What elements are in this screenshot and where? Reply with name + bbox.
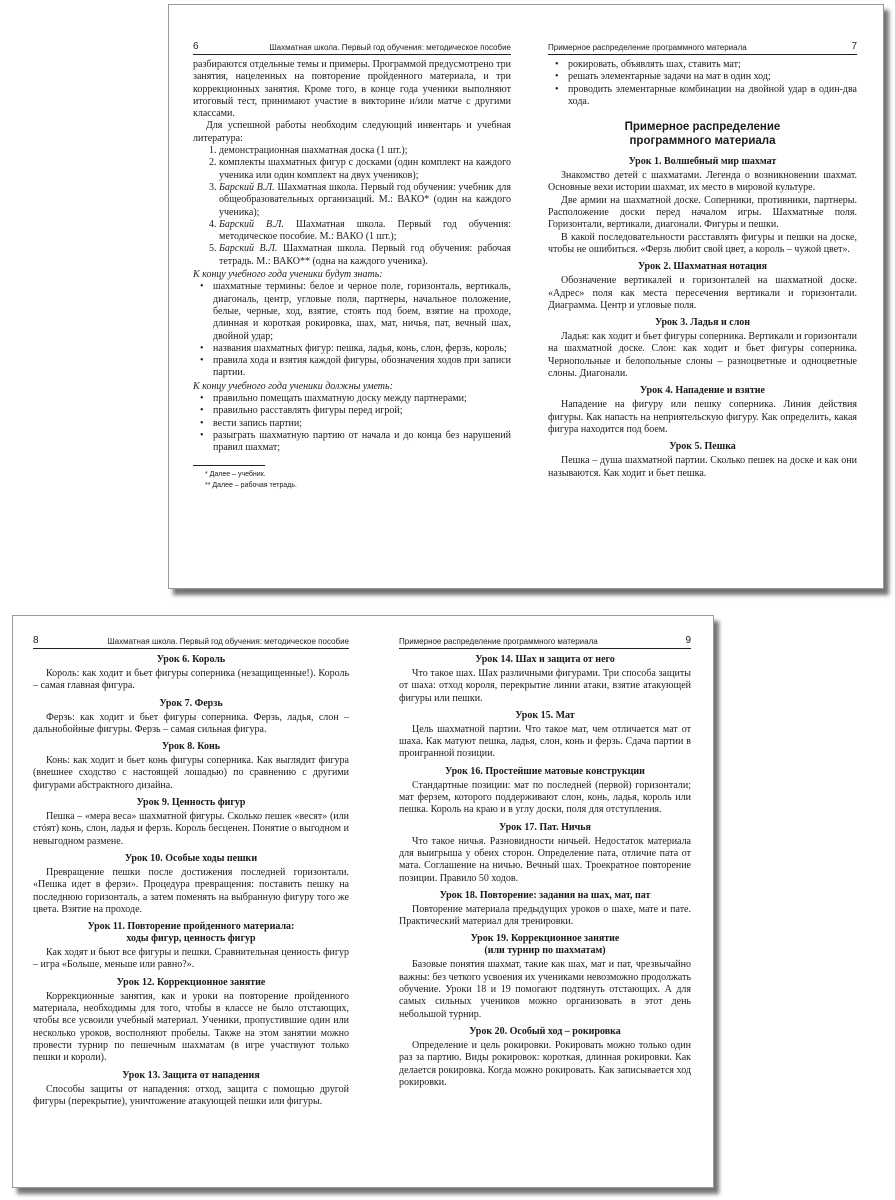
lesson xyxy=(33,853,349,916)
page-6 xyxy=(193,5,511,588)
page-body xyxy=(399,654,691,1089)
list-item: • названия шахматных фигур: пешка, ладья, конь, слон, ферзь, король; xyxy=(213,343,511,355)
lesson-paragraph: Определение и цель рокировки. Рокировать можно только один раз за партию. Виды рокировок: короткая, длинная рокировки. Как делается рокировка. Когда можно рокировать. Как записывается ход рокировки. xyxy=(399,1039,691,1088)
lesson-paragraph: Король: как ходит и бьет фигуры соперника (незащищенные!). Король – самая главная фигура. xyxy=(33,668,349,692)
lesson-paragraph: Знакомство детей с шахматами. Легенда о возникновении шахмат. Основные вехи истории шахмат, их место в мировой культуре. xyxy=(548,170,857,194)
page-body xyxy=(33,654,349,1108)
lesson-paragraph: В какой последовательности расставлять фигуры и пешки на доске, чтобы не ошибиться. «Ферзь любит свой цвет, а король – чужой цвет». xyxy=(548,231,857,255)
section-title: Примерное распределение программного материала xyxy=(624,121,781,148)
book-spread-pages-8-9 xyxy=(12,615,714,1188)
footnote: ** Далее – рабочая тетрадь. xyxy=(205,481,297,489)
lesson-title: Урок 19. Коррекционное занятие (или турнир по шахматам) xyxy=(470,933,620,957)
lesson xyxy=(548,441,857,480)
lesson xyxy=(399,710,691,761)
lesson-paragraph: Две армии на шахматной доске. Соперники, противники, партнеры. Расположение доски перед началом игры. Шахматные поля. Горизонтали, вертикали, диагонали. Фигуры и пешки. xyxy=(548,194,857,231)
page-body xyxy=(548,59,857,480)
lesson-paragraph: Нападение на фигуру или пешку соперника. Линия действия фигуры. Как напасть на неприятельскую фигуру. Как определить, какая фигура находится под боем. xyxy=(548,399,857,435)
list-item: • решать элементарные задачи на мат в один ход; xyxy=(568,71,857,83)
list-item: • правила хода и взятия каждой фигуры, обозначения ходов при записи партии. xyxy=(213,355,511,380)
lesson-title: Урок 5. Пешка xyxy=(669,441,736,453)
lesson xyxy=(33,741,349,792)
lesson xyxy=(399,654,691,705)
lesson-paragraph: Как ходят и бьют все фигуры и пешки. Сравнительная ценность фигур – игра «Больше, меньше или равно?». xyxy=(33,947,349,971)
lesson-paragraph: Превращение пешки после достижения последней горизонтали. «Пешка идет в ферзи». Процедура превращения: поставить пешку на последнюю горизонталь, а затем поменять на выбранную фигуру того же цвета. Взятие на проходе. xyxy=(33,866,349,915)
lesson-title: Урок 15. Мат xyxy=(515,709,575,721)
lesson-paragraph: Что такое шах. Шах различными фигурами. Три способа защиты от шаха: отход короля, перекрытие линии атаки, взятие атакующей фигуры или пешки. xyxy=(399,668,691,704)
lesson-title: Урок 14. Шах и защита от него xyxy=(475,654,615,665)
lesson-title: Урок 18. Повторение: задания на шах, мат, пат xyxy=(439,889,651,901)
footnote-rule xyxy=(193,465,265,466)
lesson-paragraph: Что такое ничья. Разновидности ничьей. Недостаток материала для выигрыша у обеих сторон. Определение пата, отличие пата от мата. Соглашение на ничью. Вечный шах. Троекратное повторение позиции. Правило 50 ходов. xyxy=(399,835,691,884)
know-list xyxy=(193,281,511,379)
lesson xyxy=(548,261,857,312)
know-heading: К концу учебного года ученики будут знать: xyxy=(193,269,383,281)
lesson xyxy=(399,933,691,1020)
inventory-item: 2. комплекты шахматных фигур с досками (один комплект на каждого ученика или один комплект на двух учеников); xyxy=(219,157,511,182)
inventory-item: 3. Барский В.Л. Шахматная школа. Первый год обучения: учебник для общеобразовательных организаций. М.: ВАКО* (один на каждого ученика); xyxy=(219,182,511,219)
lesson-paragraph: Обозначение вертикалей и горизонталей на шахматной доске. «Адрес» поля как места пересечения вертикали и горизонтали. Диаграмма. Центр и угловые поля. xyxy=(548,275,857,311)
intro-paragraph: разбираются отдельные темы и примеры. Программой предусмотрено три занятия, нацеленных на повторение пройденного материала, и три коррекционных занятия. Кроме того, в конце года ученики выполняют итоговый тест, принимают участие в викторине и/или матче с другими классами. xyxy=(193,59,511,120)
running-title: Шахматная школа. Первый год обучения: методическое пособие xyxy=(269,43,511,52)
lesson-paragraph: Пешка – душа шахматной партии. Сколько пешек на доске и как они называются. Как ходит и бьет пешка. xyxy=(548,455,857,479)
page-number: 6 xyxy=(193,41,199,52)
inventory-item: 4. Барский В.Л. Шахматная школа. Первый год обучения: методическое пособие. М.: ВАКО (1 шт.); xyxy=(219,219,511,244)
lesson xyxy=(33,654,349,693)
able-heading: К концу учебного года ученики должны уметь: xyxy=(193,380,393,392)
page-number: 7 xyxy=(851,41,857,52)
list-item: • проводить элементарные комбинации на двойной удар в один-два хода. xyxy=(568,84,857,109)
lesson-title: Урок 6. Король xyxy=(156,654,226,665)
lesson-title: Урок 4. Нападение и взятие xyxy=(640,385,765,397)
inventory-intro: Для успешной работы необходим следующий инвентарь и учебная литература: xyxy=(193,120,511,144)
lesson-title: Урок 7. Ферзь xyxy=(159,697,223,709)
lesson-title: Урок 1. Волшебный мир шахмат xyxy=(628,156,777,168)
page-number: 8 xyxy=(33,635,39,646)
lesson xyxy=(548,156,857,256)
lesson-title: Урок 8. Конь xyxy=(161,741,221,753)
lesson-paragraph: Ферзь: как ходит и бьет фигуры соперника. Ферзь, ладья, слон – дальнобойные фигуры. Ферзь – самая сильная фигура. xyxy=(33,711,349,735)
running-header xyxy=(399,635,691,649)
lesson-paragraph: Повторение материала предыдущих уроков о шахе, мате и пате. Практический материал для тренировки. xyxy=(399,903,691,928)
able-list xyxy=(193,393,511,454)
lesson xyxy=(33,797,349,848)
running-header xyxy=(193,41,511,55)
running-header xyxy=(548,41,857,55)
page-body xyxy=(193,59,511,491)
page-9 xyxy=(399,616,691,1187)
page-7 xyxy=(548,5,857,588)
skills-continued-list xyxy=(548,59,857,108)
lesson xyxy=(548,317,857,380)
lesson xyxy=(33,1070,349,1109)
running-title: Примерное распределение программного материала xyxy=(548,43,747,52)
author-name: Барский В.Л. xyxy=(219,243,278,255)
list-item: • правильно расставлять фигуры перед игрой; xyxy=(213,405,511,417)
lesson-title: Урок 12. Коррекционное занятие xyxy=(116,976,266,988)
lesson xyxy=(33,921,349,972)
lesson-title: Урок 3. Ладья и слон xyxy=(654,317,751,329)
inventory-item: 5. Барский В.Л. Шахматная школа. Первый год обучения: рабочая тетрадь. М.: ВАКО** (одна на каждого ученика). xyxy=(219,243,511,268)
list-item: • правильно помещать шахматную доску между партнерами; xyxy=(213,393,511,405)
list-item: • шахматные термины: белое и черное поле, горизонталь, вертикаль, диагональ, центр, угловые поля, партнеры, начальное положение, белые, черные, ход, взятие, стоять под боем, взятие на проходе, длинная и короткая рокировка, шах, мат, ничья, пат, вечный шах, двойной удар; xyxy=(213,281,511,342)
book-spread-pages-6-7 xyxy=(168,4,884,589)
lesson xyxy=(33,977,349,1065)
lesson-title: Урок 9. Ценность фигур xyxy=(136,797,246,809)
lesson-paragraph: Коррекционные занятия, как и уроки на повторение пройденного материала, необходимы для того, чтобы в классе не было отстающих, чтобы все усвоили учебный материал. Ученики, пропустившие один или несколько уроков, восполняют пробелы. Также на этом занятии можно провести турнир по пешечным шахматам (в игре участвуют только пешки и короли). xyxy=(33,990,349,1064)
lesson-paragraph: Способы защиты от нападения: отход, защита с помощью другой фигуры (перекрытие), уничтожение атакующей пешки или фигуры. xyxy=(33,1083,349,1107)
lesson-title: Урок 11. Повторение пройденного материала: ходы фигур, ценность фигур xyxy=(87,921,295,945)
lesson-title: Урок 16. Простейшие матовые конструкции xyxy=(445,765,645,777)
lesson-title: Урок 2. Шахматная нотация xyxy=(638,261,767,273)
lesson-paragraph: Базовые понятия шахмат, такие как шах, мат и пат, чрезвычайно важны: без четкого усвоения их учениками невозможно продолжать обучение. Уроки 18 и 19 помогают подтянуть отстающих. А для самых сильных учеников можно организовать в этот день небольшой турнир. xyxy=(399,959,691,1020)
lesson-title: Урок 10. Особые ходы пешки xyxy=(124,852,258,864)
lesson-paragraph: Ладья: как ходит и бьет фигуры соперника. Вертикали и горизонтали на шахматной доске. Слон: как ходит и бьет фигуры соперника. Чернопольные и белопольные слоны – разноцветные и одноцветные слоны. Диагонали. xyxy=(548,331,857,380)
lesson-title: Урок 20. Особый ход – рокировка xyxy=(469,1025,621,1037)
inventory-list xyxy=(193,145,511,268)
lesson-paragraph: Стандартные позиции: мат по последней (первой) горизонтали; мат ферзем, которого поддерживают слон, конь, ладья, король или пешка. Король на краю и в углу доски, поля для отступления. xyxy=(399,779,691,816)
list-item: • рокировать, объявлять шах, ставить мат; xyxy=(568,59,857,71)
lesson xyxy=(399,1026,691,1089)
lesson xyxy=(399,766,691,817)
lesson-paragraph: Конь: как ходит и бьет конь фигуры соперника. Как выглядит фигура (внешнее сходство с настоящей лошадью) по сравнению с другими фигурами абстрактного дизайна. xyxy=(33,755,349,791)
inventory-item: 1. демонстрационная шахматная доска (1 шт.); xyxy=(219,145,511,157)
running-header xyxy=(33,635,349,649)
lesson-title: Урок 13. Защита от нападения xyxy=(122,1069,260,1081)
lesson xyxy=(399,890,691,929)
lesson-paragraph: Пешка – «мера веса» шахматной фигуры. Сколько пешек «весят» (или стóят) конь, слон, ладья и ферзь. Король бесценен. Понятие о выгодном и невыгодном размене. xyxy=(33,811,349,847)
lesson xyxy=(548,385,857,436)
page-number: 9 xyxy=(685,635,691,646)
footnote: * Далее – учебник. xyxy=(205,470,266,478)
lesson xyxy=(33,698,349,737)
list-item: • вести запись партии; xyxy=(213,418,511,430)
running-title: Шахматная школа. Первый год обучения: методическое пособие xyxy=(107,637,349,646)
author-name: Барский В.Л. xyxy=(219,181,275,193)
lesson-paragraph: Цель шахматной партии. Что такое мат, чем отличается мат от шаха. Как матуют пешка, ладья, слон, конь и ферзь. Сдача партии в проигранной позиции. xyxy=(399,723,691,760)
running-title: Примерное распределение программного материала xyxy=(399,637,598,646)
author-name: Барский В.Л. xyxy=(219,218,284,230)
list-item: • разыграть шахматную партию от начала и до конца без нарушений правил шахмат; xyxy=(213,430,511,455)
page-8 xyxy=(33,616,349,1187)
lesson-title: Урок 17. Пат. Ничья xyxy=(499,821,591,833)
lesson xyxy=(399,822,691,885)
